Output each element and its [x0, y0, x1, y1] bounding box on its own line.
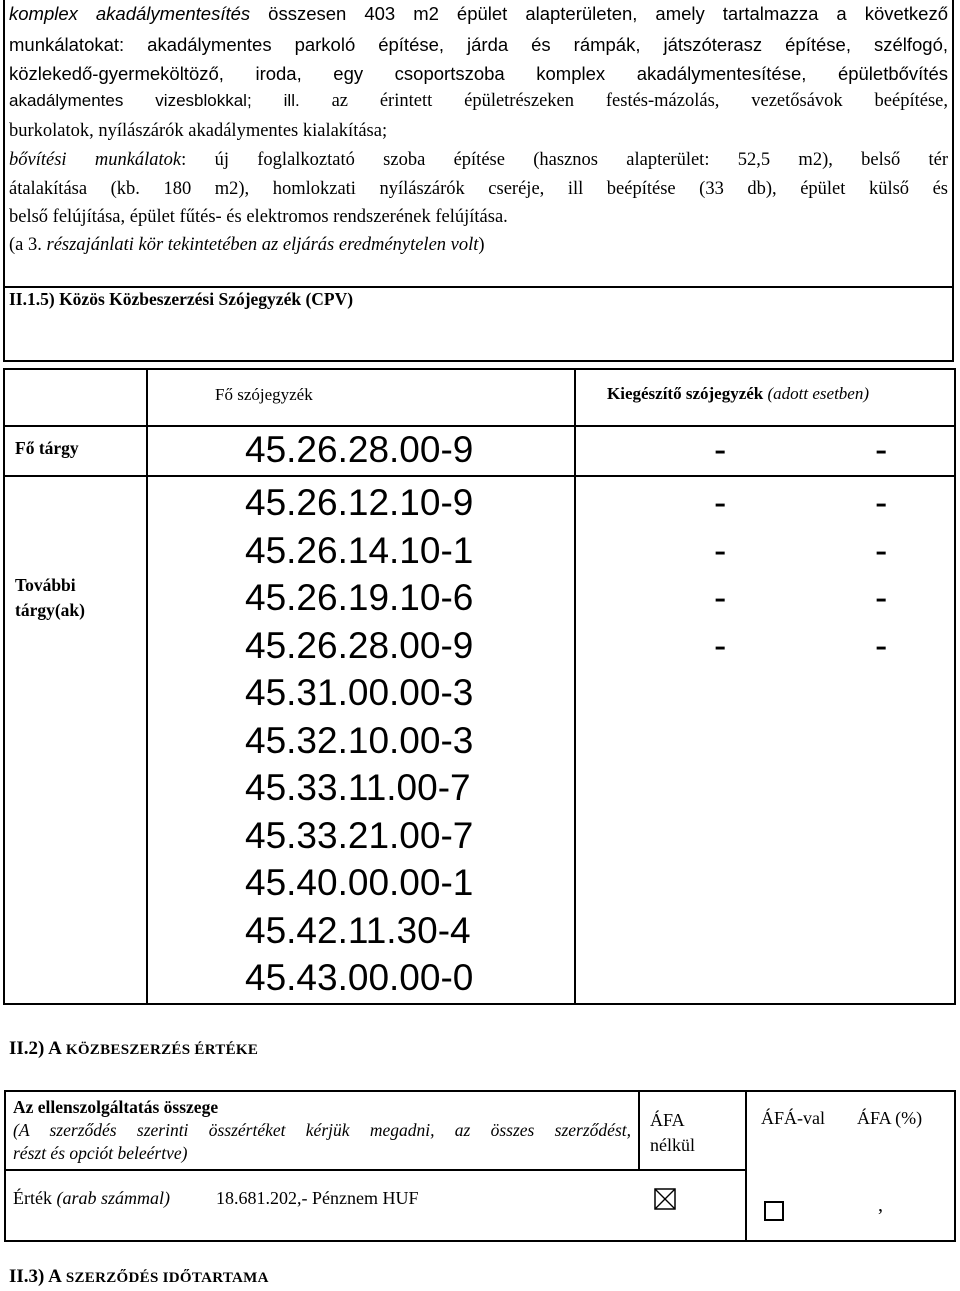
- other-code: 45.33.21.00-7: [245, 815, 474, 856]
- section-duration-title: [9, 1266, 269, 1288]
- desc-line-2: munkálatokat: akadálymentes parkoló építése, járda és rámpák, játszóterasz építése, szélfogó,: [9, 34, 948, 55]
- desc-italic-term: komplex akadálymentesítés: [9, 3, 251, 24]
- section-title-initial: A: [48, 1038, 62, 1059]
- header-supp-note: (adott esetben): [763, 384, 869, 403]
- col-no-vat-header: [650, 1108, 695, 1158]
- value-amount: 18.681.202,- Pénznem HUF: [216, 1188, 419, 1208]
- table-border: [3, 1003, 956, 1005]
- other-supp-dash: -: [714, 577, 727, 618]
- value-note-line1: (A szerződés szerinti összértéket kérjük megadni, az összes szerződést,: [13, 1120, 631, 1140]
- desc-line-6: [9, 150, 948, 171]
- section-title-rest: KÖZBESZERZÉS ÉRTÉKE: [61, 1042, 259, 1058]
- desc-line-4: [9, 91, 948, 112]
- value-title: Az ellenszolgáltatás összege: [13, 1097, 219, 1117]
- other-objects-label: [15, 573, 85, 623]
- unchecked-checkbox-icon[interactable]: [764, 1201, 784, 1221]
- main-supp-1: -: [714, 429, 727, 470]
- desc-line-3: közlekedő-gyermeköltöző, iroda, egy csoportszoba komplex akadálymentesítése, épületbővítés: [9, 63, 948, 84]
- cpv-section-title: II.1.5) Közös Közbeszerzési Szójegyzék (CPV): [9, 289, 354, 309]
- other-supp-dash: -: [714, 530, 727, 571]
- section-title-rest: SZERZŐDÉS IDŐTARTAMA: [61, 1270, 269, 1286]
- table-border: [146, 368, 148, 1005]
- header-main-vocab: Fő szójegyzék: [215, 385, 313, 404]
- other-code: 45.26.28.00-9: [245, 625, 474, 666]
- other-code: 45.26.12.10-9: [245, 482, 474, 523]
- main-supp-2: -: [875, 429, 888, 470]
- cpv-table: [3, 368, 956, 1005]
- other-code: 45.26.19.10-6: [245, 577, 474, 618]
- table-border: [3, 368, 956, 370]
- desc-text: az érintett épületrészeken festés-mázolás, vezetősávok beépítése,: [299, 91, 948, 111]
- other-code: 45.33.11.00-7: [245, 767, 471, 808]
- desc-text: (a 3.: [9, 235, 47, 255]
- table-border: [954, 1090, 956, 1242]
- other-supp-dash: -: [714, 625, 727, 666]
- header-supp-vocab: [607, 384, 869, 404]
- header-supp-label: Kiegészítő szójegyzék: [607, 384, 764, 403]
- table-border: [954, 368, 956, 1005]
- other-code: 45.43.00.00-0: [245, 957, 474, 998]
- main-object-code: 45.26.28.00-9: [245, 429, 474, 470]
- other-supp-dash: -: [875, 530, 888, 571]
- other-supp-dash: -: [714, 482, 727, 523]
- vat-pct-value: ,: [878, 1194, 883, 1216]
- desc-text: akadálymentes vizesblokkal; ill.: [9, 91, 300, 110]
- table-border: [4, 1090, 956, 1092]
- table-border: [745, 1090, 747, 1242]
- desc-text: : új foglalkoztató szoba építése (hasznos alapterület: 52,5 m2), belső tér: [181, 150, 949, 170]
- desc-line-5: burkolatok, nyílászárók akadálymentes kialakítása;: [9, 121, 388, 141]
- value-note-line2: részt és opciót beleértve): [13, 1143, 188, 1163]
- desc-line-8: belső felújítása, épület fűtés- és elektromos rendszerének felújítása.: [9, 207, 508, 227]
- table-border: [4, 1169, 747, 1171]
- other-supp-dash: -: [875, 482, 888, 523]
- section-number: II.2): [9, 1038, 49, 1059]
- table-border: [4, 1090, 6, 1242]
- table-border: [3, 368, 5, 1005]
- col-with-vat-header: ÁFÁ-val: [761, 1108, 825, 1128]
- other-code: 45.42.11.30-4: [245, 910, 471, 951]
- desc-line-1: [9, 3, 948, 25]
- section-title-initial: A: [48, 1266, 62, 1287]
- section-number: II.3): [9, 1266, 49, 1287]
- desc-line-7: átalakítása (kb. 180 m2), homlokzati nyílászárók cseréje, ill beépítése (33 db), épület külső és: [9, 179, 948, 199]
- other-code: 45.26.14.10-1: [245, 530, 474, 571]
- table-border: [4, 1240, 956, 1242]
- value-label-note: (arab számmal): [56, 1188, 170, 1208]
- other-supp-dash: -: [875, 577, 888, 618]
- desc-text: összesen 403 m2 épület alapterületen, amely tartalmazza a következő: [250, 3, 949, 24]
- main-object-label: Fő tárgy: [15, 438, 79, 458]
- checked-checkbox-icon[interactable]: [654, 1188, 676, 1210]
- other-label-line: További: [15, 575, 76, 595]
- other-supp-dash: -: [875, 625, 888, 666]
- table-border: [574, 368, 576, 1005]
- desc-italic-note: részajánlati kör tekintetében az eljárás eredménytelen volt: [46, 235, 479, 255]
- value-label: [13, 1188, 170, 1209]
- other-code: 45.32.10.00-3: [245, 720, 474, 761]
- value-table: [4, 1090, 956, 1242]
- other-label-line: tárgy(ak): [15, 600, 85, 620]
- other-code: 45.31.00.00-3: [245, 672, 474, 713]
- other-code: 45.40.00.00-1: [245, 862, 474, 903]
- table-border: [3, 475, 956, 477]
- table-border: [3, 425, 956, 427]
- table-border: [638, 1090, 640, 1170]
- col-header-line: ÁFA: [650, 1110, 685, 1130]
- desc-text: ): [478, 235, 485, 255]
- col-header-line: nélkül: [650, 1135, 695, 1155]
- section-contract-value-title: [9, 1038, 258, 1060]
- col-vat-pct-header: ÁFA (%): [857, 1108, 923, 1128]
- value-label-text: Érték: [13, 1188, 52, 1208]
- desc-italic-term: bővítési munkálatok: [9, 150, 182, 170]
- desc-line-9: [9, 235, 485, 256]
